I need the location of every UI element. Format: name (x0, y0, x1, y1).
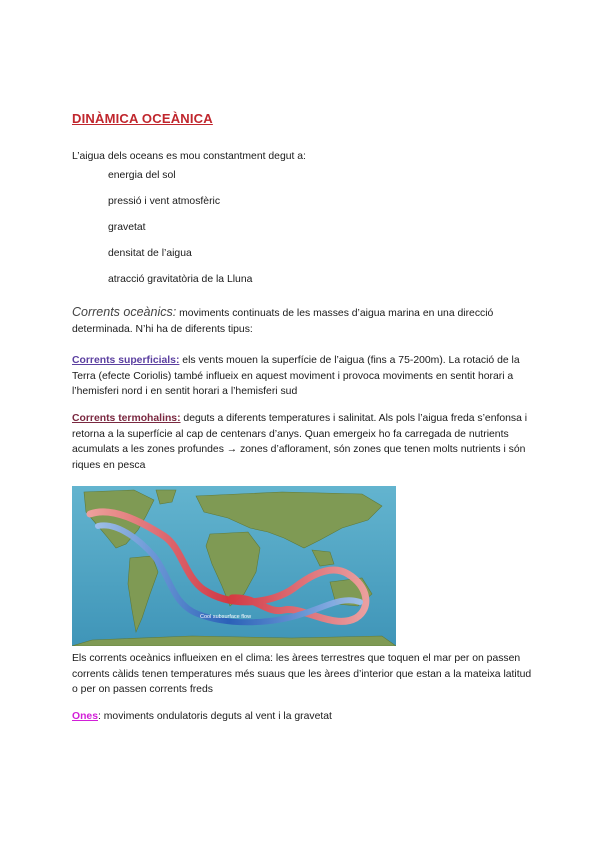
cool-flow-label: Cool subsurface flow (200, 614, 252, 620)
list-item: gravetat (108, 222, 146, 233)
intro-paragraph: L’aigua dels oceans es mou constantment degut a: (72, 151, 306, 162)
waves-label: Ones (72, 711, 98, 722)
surface-currents-label: Corrents superficials: (72, 355, 180, 366)
ocean-currents-lead: Corrents oceànics: (72, 305, 177, 319)
waves-paragraph: Ones: moviments ondulatoris deguts al vent i la gravetat (72, 711, 332, 722)
list-item: energia del sol (108, 170, 176, 181)
climate-paragraph: Els corrents oceànics influeixen en el clima: les àrees terrestres que toquen el mar per on passen corrents càlids tenen temperatures més suaus que les àrees d’interior que estan a la mateixa latitud o per on passen corrents freds (72, 653, 532, 695)
list-item: pressió i vent atmosfèric (108, 196, 221, 207)
page-title: DINÀMICA OCEÀNICA (72, 111, 213, 126)
surface-currents-paragraph: Corrents superficials: els vents mouen la superfície de l’aigua (fins a 75-200m). La rotació de la Terra (efecte Coriolis) també influeix en aquest moviment i provoca moviments en sentit horari a l’hemisferi nord i en sentit horari a l’hemisferi sud (72, 355, 520, 397)
ocean-currents-paragraph: Corrents oceànics: moviments continuats de les masses d’aigua marina en una direcció determinada. N’hi ha de diferents tipus: (72, 305, 494, 335)
thermohaline-label: Corrents termohalins: (72, 413, 181, 424)
list-item: atracció gravitatòria de la Lluna (108, 274, 253, 285)
list-item: densitat de l’aigua (108, 248, 192, 259)
causes-list (92, 170, 252, 300)
thermohaline-circulation-map (72, 486, 396, 646)
thermohaline-paragraph: Corrents termohalins: deguts a diferents temperatures i salinitat. Als pols l’aigua freda s’enfonsa i retorna a la superfície al cap de centenars d’anys. Quan emergeix ho fa carregada de nutrients acumulats a les zones profundes → zones d’aflorament, són zones que tenen molts nutrients i són riques en pesca (72, 413, 528, 471)
